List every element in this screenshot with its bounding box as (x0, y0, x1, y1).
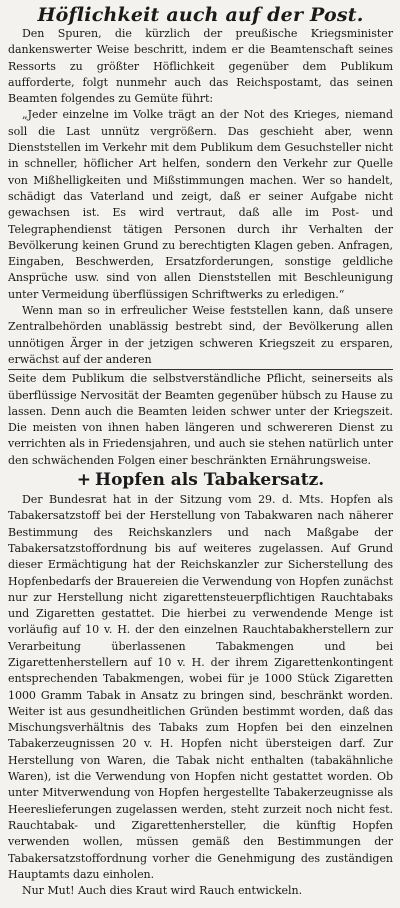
hops-paragraph: Der Bundesrat hat in der Sitzung vom 29. d. Mts. Hopfen als Tabakersatzstoff bei der Herstellung von Tabakwaren nach näherer Bestimmung des Reichskanzlers und nach Maßgabe der Tabakersatzstoffordnung bis auf weiteres zugelassen. Auf Grund dieser Ermächtigung hat der Reichskanzler zur Sicherstellung des Hopfenbedarfs der Brauereien die Verwendung von Hopfen zunächst nur zur Herstellung nicht zigarettensteuerpflichtigen Rauchtabaks und Zigaretten gestattet. Die hierbei zu verwendende Menge ist vorläufig auf 10 v. H. der den einzelnen Rauchtabakherstellern zur Verarbeitung überlassenen Tabakmengen und bei Zigarettenherstellern auf 10 v. H. der ihrem Zigarettenkontingent entsprechenden Tabakmengen, wobei für je 1000 Stück Zigaretten 1000 Gramm Tabak in Ansatz zu bringen sind, beschränkt worden. Weiter ist aus gesundheitlichen Gründen bestimmt worden, daß das Mischungsverhältnis des Tabaks zum Hopfen bei den einzelnen Tabakerzeugnissen 20 v. H. Hopfen nicht übersteigen darf. Zur Herstellung von Waren, die Tabak nicht enthalten (tabakähnliche Waren), ist die Verwendung von Hopfen nicht gestattet worden. Ob unter Mitverwendung von Hopfen hergestellte Tabakerzeugnisse als Heereslieferungen zugelassen werden, steht zurzeit noch nicht fest. Rauchtabak- und Zigarettenhersteller, die künftig Hopfen verwenden wollen, müssen gemäß den Bestimmungen der Tabakersatzstoffordnung vorher die Genehmigung des zuständigen Hauptamts dazu einholen. (8, 493, 393, 881)
quoted-decree: „Jeder einzelne im Volke trägt an der Not des Krieges, niemand soll die Last unnütz vergrößern. Das geschieht aber, wenn Dienststellen im Verkehr mit dem Publikum dem Gesuchsteller nicht in schneller, höflicher Art helfen, sondern den Verkehr zur Quelle von Mißhelligkeiten und Mißstimmungen machen. Wer so handelt, schädigt das Vaterland und zeigt, daß er seiner Aufgabe nicht gewachsen ist. Es wird vertraut, daß alle im Post- und Telegraphendienst tätigen Personen durch ihr Verhalten der Bevölkerung keinen Grund zu berechtigten Klagen geben. Anfragen, Eingaben, Beschwerden, Ersatzforderungen, sonstige geldliche Ansprüche usw. sind von allen Dienststellen mit Beschleunigung unter Vermeidung überflüssigen Schriftwerks zu erledigen.“ (8, 108, 393, 301)
section-heading (8, 470, 393, 491)
section-heading-text: Hopfen als Tabakersatz. (95, 470, 325, 491)
article-politeness-post (8, 26, 393, 469)
plus-icon: + (76, 470, 92, 491)
closing-paragraph-part-2: Seite dem Publikum die selbstverständliche Pflicht, seinerseits als überflüssige Nervosität der Beamten gegenüber hübsch zu Hause zu lassen. Denn auch die Beamten leiden schwer unter der Kriegszeit. Die meisten von ihnen haben längeren und schwereren Dienst zu verrichten als in Friedensjahren, und auch sie stehen natürlich unter den schwächenden Folgen einer beschränkten Ernährungsweise. (8, 372, 393, 467)
intro-paragraph: Den Spuren, die kürzlich der preußische Kriegsminister dankenswerter Weise beschritt, indem er die Beamtenschaft seines Ressorts zu größter Höflichkeit gegenüber dem Publikum aufforderte, folgt nunmehr auch das Reichspostamt, das seinen Beamten folgendes zu Gemüte führt: (8, 27, 393, 106)
article-title: Höflichkeit auch auf der Post. (37, 4, 364, 26)
hops-closing-line: Nur Mut! Auch dies Kraut wird Rauch entwickeln. (22, 884, 303, 898)
closing-paragraph-part-1: Wenn man so in erfreulicher Weise feststellen kann, daß unsere Zentralbehörden unablässig bestrebt sind, der Bevölkerung allen unnötigen Ärger in der jetzigen schweren Kriegszeit zu ersparen, erwächst auf der anderen (8, 304, 393, 366)
article-hops-substitute (8, 492, 393, 899)
column-divider (8, 369, 393, 370)
